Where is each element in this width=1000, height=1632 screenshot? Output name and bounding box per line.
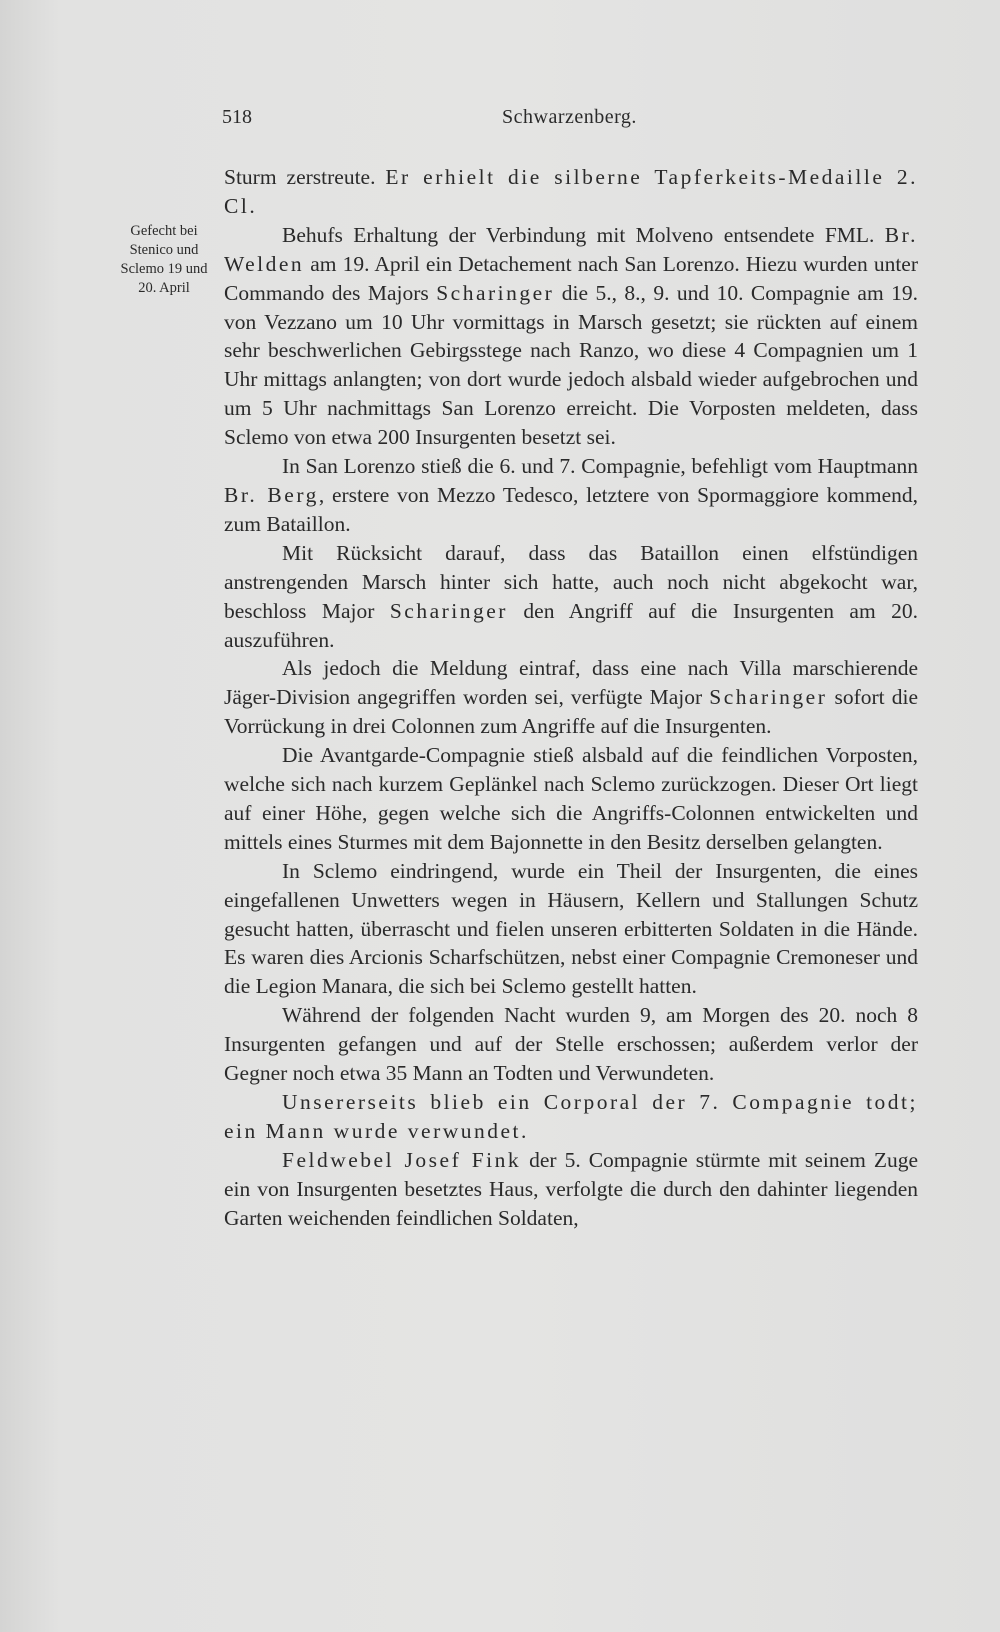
- paragraph-text: den Angriff auf die Insurgenten am 20. auszuführen.: [224, 598, 918, 652]
- paragraph: [224, 163, 918, 221]
- paragraph-text: Mit Rücksicht darauf, dass das Bataillon einen elfstündigen anstrengenden Marsch hinter sich hatte, auch noch nicht abgekocht war, beschloss Major: [224, 540, 918, 623]
- paragraph-text: Behufs Erhaltung der Verbindung mit Molveno entsendete FML.: [282, 222, 885, 247]
- paragraph-text: Sturm zerstreute.: [224, 165, 386, 189]
- spaced-text: Feldwebel Josef Fink: [282, 1147, 522, 1172]
- paragraph: [224, 857, 918, 1002]
- paragraph-text: die 5., 8., 9. und 10. Compagnie am 19. von Vezzano um 10 Uhr vormittags in Marsch gesetzt; sie rückten auf einem sehr beschwerlichen Gebirgsstege nach Ranzo, wo diese 4 Compagnien um 1 Uhr mittags anlangten; von dort wurde jedoch alsbald wieder aufgebrochen und um 5 Uhr nachmittags San Lorenzo erreicht. Die Vorposten meldeten, dass Sclemo von etwa 200 Insurgenten besetzt sei.: [224, 280, 919, 450]
- paragraph: [224, 741, 918, 857]
- paragraph: [224, 452, 918, 539]
- paragraph: [224, 1088, 918, 1146]
- paragraph-text: , erstere von Mezzo Tedesco, letztere von Spormaggiore kommend, zum Bataillon.: [224, 482, 918, 536]
- margin-note-line: Stenico und: [129, 242, 199, 258]
- paragraph-text: Die Avantgarde-Compagnie stieß alsbald auf die feindlichen Vorposten, welche sich nach kurzem Geplänkel nach Sclemo zurückzogen. Dieser Ort liegt auf einer Höhe, gegen welche sich die Angriffs-Colonnen entwickelten und mittels eines Sturmes mit dem Bajonnette in den Besitz derselben gelangten.: [224, 743, 918, 854]
- margin-note-line: 20. April: [138, 280, 190, 296]
- paragraph-text: In Sclemo eindringend, wurde ein Theil der Insurgenten, die eines eingefallenen Unwetters wegen in Häusern, Kellern und Stallungen Schutz gesucht hatten, überrascht und fielen unseren erbitterten Soldaten in die Hände. Es waren dies Arcionis Scharfschützen, nebst einer Compagnie Cremoneser und die Legion Manara, die sich bei Sclemo gestellt hatten.: [224, 858, 918, 999]
- body-text: [224, 163, 918, 1233]
- spaced-text: Er erhielt die silberne Tapferkeits-Medaille 2. Cl.: [224, 165, 918, 218]
- page-number: 518: [222, 106, 252, 128]
- margin-note-line: Sclemo 19 und: [120, 261, 208, 277]
- paragraph-text: am 19. April ein Detachement nach San Lorenzo. Hiezu wurden unter Commando des Majors: [224, 251, 918, 305]
- page-header: [222, 106, 922, 136]
- paragraph-text: sofort die Vorrückung in drei Colonnen zum Angriffe auf die Insurgenten.: [224, 685, 918, 739]
- paragraph: [224, 1001, 918, 1088]
- paragraph: [224, 654, 918, 741]
- spaced-text: Scharinger: [389, 598, 508, 623]
- spaced-text: Br. Welden: [224, 222, 918, 276]
- paragraph: [224, 1146, 918, 1233]
- paragraph-text: der 5. Compagnie stürmte mit seinem Zuge ein von Insurgenten besetztes Haus, verfolgte die durch den dahinter liegenden Garten weichenden feindlichen Soldaten,: [224, 1147, 918, 1230]
- running-title: Schwarzenberg.: [502, 106, 637, 128]
- spaced-text: Scharinger: [436, 280, 555, 305]
- paragraph-text: Während der folgenden Nacht wurden 9, am Morgen des 20. noch 8 Insurgenten gefangen und auf der Stelle erschossen; außerdem verlor der Gegner noch etwa 35 Mann an Todten und Verwundeten.: [224, 1003, 918, 1086]
- margin-note: [104, 222, 224, 298]
- spaced-text: Br. Berg: [224, 482, 319, 507]
- paragraph-text: In San Lorenzo stieß die 6. und 7. Compagnie, befehligt vom Hauptmann: [282, 454, 918, 479]
- spaced-text: Unsererseits blieb ein Corporal der 7. Compagnie todt; ein Mann wurde verwundet.: [224, 1090, 918, 1143]
- margin-note-line: Gefecht bei: [130, 223, 198, 239]
- paragraph: [224, 539, 918, 655]
- spaced-text: Scharinger: [709, 685, 828, 710]
- paragraph: [224, 221, 918, 452]
- paragraph-text: Als jedoch die Meldung eintraf, dass eine nach Villa marschierende Jäger-Division angegriffen worden sei, verfügte Major: [224, 656, 918, 710]
